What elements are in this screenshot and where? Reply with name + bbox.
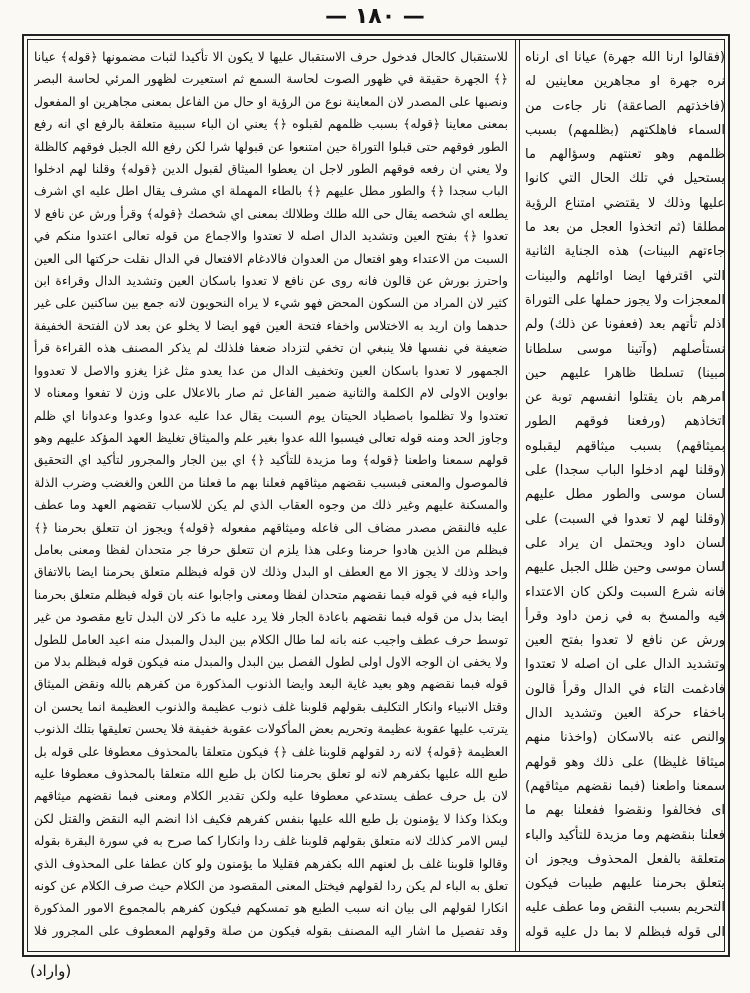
main-commentary-column xyxy=(34,46,508,945)
page-frame xyxy=(22,34,730,957)
catchword-footer: (واراد) xyxy=(30,962,72,980)
main-commentary-text: للاستقبال كالحال فدخول حرف الاستقبال عليها لا يكون الا تأكيدا لثبات مضمونها ﴿قوله﴾ عيانا ﴿﴾ الجهرة حقيقة في ظهور الصوت لحاسة السمع ثم استعيرت لظهور المرئي لحاسة البصر ونصبها على المصدر لان المعاينة نوع من الرؤية او حال من الفاعل بمعنى مجاهرين او المفعول بمعنى معاينا ﴿قوله﴾ بسبب ظلمهم لقبلوه ﴿﴾ يعني ان الباء سببية متعلقة بالرفع اي انه رفع الطور فوقهم حتى قبلوا التوراة حين امتنعوا عن قبولها شرا لكن رفع الله الجبل فوقهم كالظلة ولا يعني ان رفعه فوقهم الطور لاجل ان يعطوا الميثاق لقبول الدين ﴿قوله﴾ وقلنا لهم ادخلوا الباب سجدا ﴿﴾ والطور مطل عليهم ﴿﴾ بالطاء المهملة اي مشرف يقال اطل عليه اي اشرف يطلعه اي شخصه يقال حى الله طلك وطلالك بمعنى اي شخصك ﴿قوله﴾ وقرأ ورش عن نافع لا تعدوا ﴿﴾ بفتح العين وتشديد الدال اصله لا تعتدوا والاجماع من قوله تعالى اعتدوا منكم في السبت من الاعتداء وهو افتعال من العدوان فالادغام الافتعال في الدال نقلت حركتها الى العين واحترز بورش عن قالون فانه روى عن نافع لا تعدوا باسكان العين وتشديد الدال وقراءة ابن كثير لان المراد من السكون المحض فهو شيء لا يراه النحويون لانه جمع بين ساكنين على غير حدهما وان اريد به الاختلاس واخفاء فتحة العين فهو ايضا لا يخلو عن بعد لان الفتحة الخفيفة ضعيفة في نفسها فلا ينبغي ان تخفي لتزداد ضعفا فلذلك لم يذكر المصنف هذه القراءة قرأ الجمهور لا تعدوا باسكان العين وتخفيف الدال من عدا يعدو مثل غزا يغزو والاصل لا تعدووا بواوين الاولى لام الكلمة والثانية ضمير الفاعل ثم صار بالاعلال على وزن لا تفعوا ومعناه لا تعتدوا ولا تظلموا باصطياد الحيتان يوم السبت يقال عدا عليه عدوا وعدوا وعدوانا اي ظلم وجاوز الحد ومنه قوله تعالى فيسبوا الله عدوا بغير علم والميثاق تغليظ العهد المؤكد عليهم وهو قولهم سمعنا واطعنا ﴿قوله﴾ وما مزيدة للتأكيد ﴿﴾ اي بين الجار والمجرور لتأكيد اي التحقيق فالموصول والمعنى فبسبب نقضهم ميثاقهم فعلنا بهم ما فعلنا من اللعن والغضب وضرب الذلة والمسكنة عليهم وغير ذلك من وجوه العقاب الذي لم يكن للاسباب تقضهم العهد وما عطف عليه فالنقض مصدر مضاف الى فاعله وميثاقهم مفعوله ﴿قوله﴾ ويجوز ان تتعلق بحرمنا ﴿﴾ فبظلم من الذين هادوا حرمنا وعلى هذا يلزم ان تتعلق حرفا جر متحدان لفظا ومعنى بعامل واحد وذلك لا يجوز الا مع العطف او البدل وذلك لان قوله فبظلم متعلق بحرمنا ايضا بالاتفاق والباء فيه في قوله فبما نقضهم متحدان لفظا ومعنى واجابوا عنه بان قوله فبظلم متعلق بحرمنا ايضا بدل من قوله فبما نقضهم باعادة الجار فلا يرد عليه ما ذكر لان البدل تابع مقصود من غير توسط حرف عطف واجيب عنه بانه لما طال الكلام بين البدل والمبدل منه اعيد العامل للطول ولا يخفى ان الوجه الاول اولى لطول الفصل بين البدل والمبدل منه فيكون قوله فبظلم بدلا من قوله فبما نقضهم وهو بعيد غاية البعد وايضا الذنوب المذكورة من كفرهم بالله ونقض الميثاق وقتل الانبياء وانكار التكليف بقولهم قلوبنا غلف ذنوب عظيمة والذنوب العظيمة انما يحسن ان يترتب عليها عقوبة عظيمة وتحريم بعض المأكولات عقوبة خفيفة فلا يحسن تعليقها بتلك الذنوب العظيمة ﴿قوله﴾ لانه رد لقولهم قلوبنا غلف ﴿﴾ فيكون متعلقا بالمحذوف معطوفا على قوله بل طبع الله عليها بكفرهم لانه لو تعلق بحرمنا لكان بل طبع الله متعلقا بالمحذوف معطوفا عليه لان بل حرف عطف يستدعي معطوفا عليه ولكن تقدير الكلام ومعنى فبما نقضهم ميثاقهم وبكذا وكذا لا يؤمنون بل طبع الله عليها بنفس كفرهم فكيف اذا انضم اليه النقض والقتل لكن ليس الامر كذلك لانه متعلق بقولهم قلوبنا غلف ردا وانكارا كما صرح به في سورة البقرة بقوله وقالوا قلوبنا غلف بل لعنهم الله بكفرهم فقليلا ما يؤمنون ولو كان عطفا على المحذوف الذي تعلق به الباء لم يكن ردا لقولهم فيختل المعنى المقصود من الكلام حيث صرف الكلام عن كونه انكارا لقولهم الى بيان انه سبب الطبع هو تمسكهم فيكون كفرهم بالمجموع الامور المذكورة وقد تفصيل ما اشار اليه المصنف بقوله فيكون من صلة وقولهم المعطوف على المجرور فلا xyxy=(34,50,508,938)
page-number: — ١٨٠ — xyxy=(325,4,425,29)
side-tafsir-text: (فقالوا ارنا الله جهرة) عيانا اى ارناه نره جهرة او مجاهرين معاينين له (فاخذتهم الصاعقة) نار جاءت من السماء فاهلكتهم (بظلمهم) بسبب ظلمهم وهو تعنتهم وسؤالهم ما يستحيل في تلك الحال التي كانوا عليها وذلك لا يقتضي امتناع الرؤية مطلقا (ثم اتخذوا العجل من بعد ما جاءتهم البينات) هذه الجناية الثانية التي اقترفها ايضا اوائلهم والبينات المعجزات ولا يجوز حملها على التوراة اذلم تأتهم بعد (فعفونا عن ذلك) ولم نستأصلهم (وآتينا موسى سلطانا مبينا) تسلطا ظاهرا عليهم حين امرهم بان يقتلوا انفسهم توبة عن اتخاذهم (ورفعنا فوقهم الطور بميثاقهم) بسبب ميثاقهم ليقبلوه (وقلنا لهم ادخلوا الباب سجدا) على لسان موسى والطور مطل عليهم (وقلنا لهم لا تعدوا في السبت) على لسان داود ويحتمل ان يراد على لسان موسى وحين ظلل الجبل عليهم فانه شرع السبت ولكن كان الاعتداء فيه والمسخ به في زمن داود وقرأ ورش عن نافع لا تعدوا بفتح العين وتشديد الدال على ان اصله لا تعتدوا فادغمت التاء في الدال وقرأ قالون باخفاء حركة العين وتشديد الدال والنص عنه بالاسكان (واخذنا منهم ميثاقا غليظا) على ذلك وهو قولهم سمعنا واطعنا (فبما نقضهم ميثاقهم) اى فخالفوا ونقضوا ففعلنا بهم ما فعلنا بنقضهم وما مزيدة للتأكيد والباء متعلقة بالفعل المحذوف ويجوز ان يتعلق بحرمنا عليهم طيبات فيكون التحريم بسبب النقض وما عطف عليه الى قوله فبظلم لا بما دل عليه قوله xyxy=(525,50,725,940)
column-divider xyxy=(515,40,520,951)
side-tafsir-column xyxy=(525,46,725,945)
page-frame-inner xyxy=(27,39,725,952)
page-number-value: ١٨٠ xyxy=(354,4,396,29)
